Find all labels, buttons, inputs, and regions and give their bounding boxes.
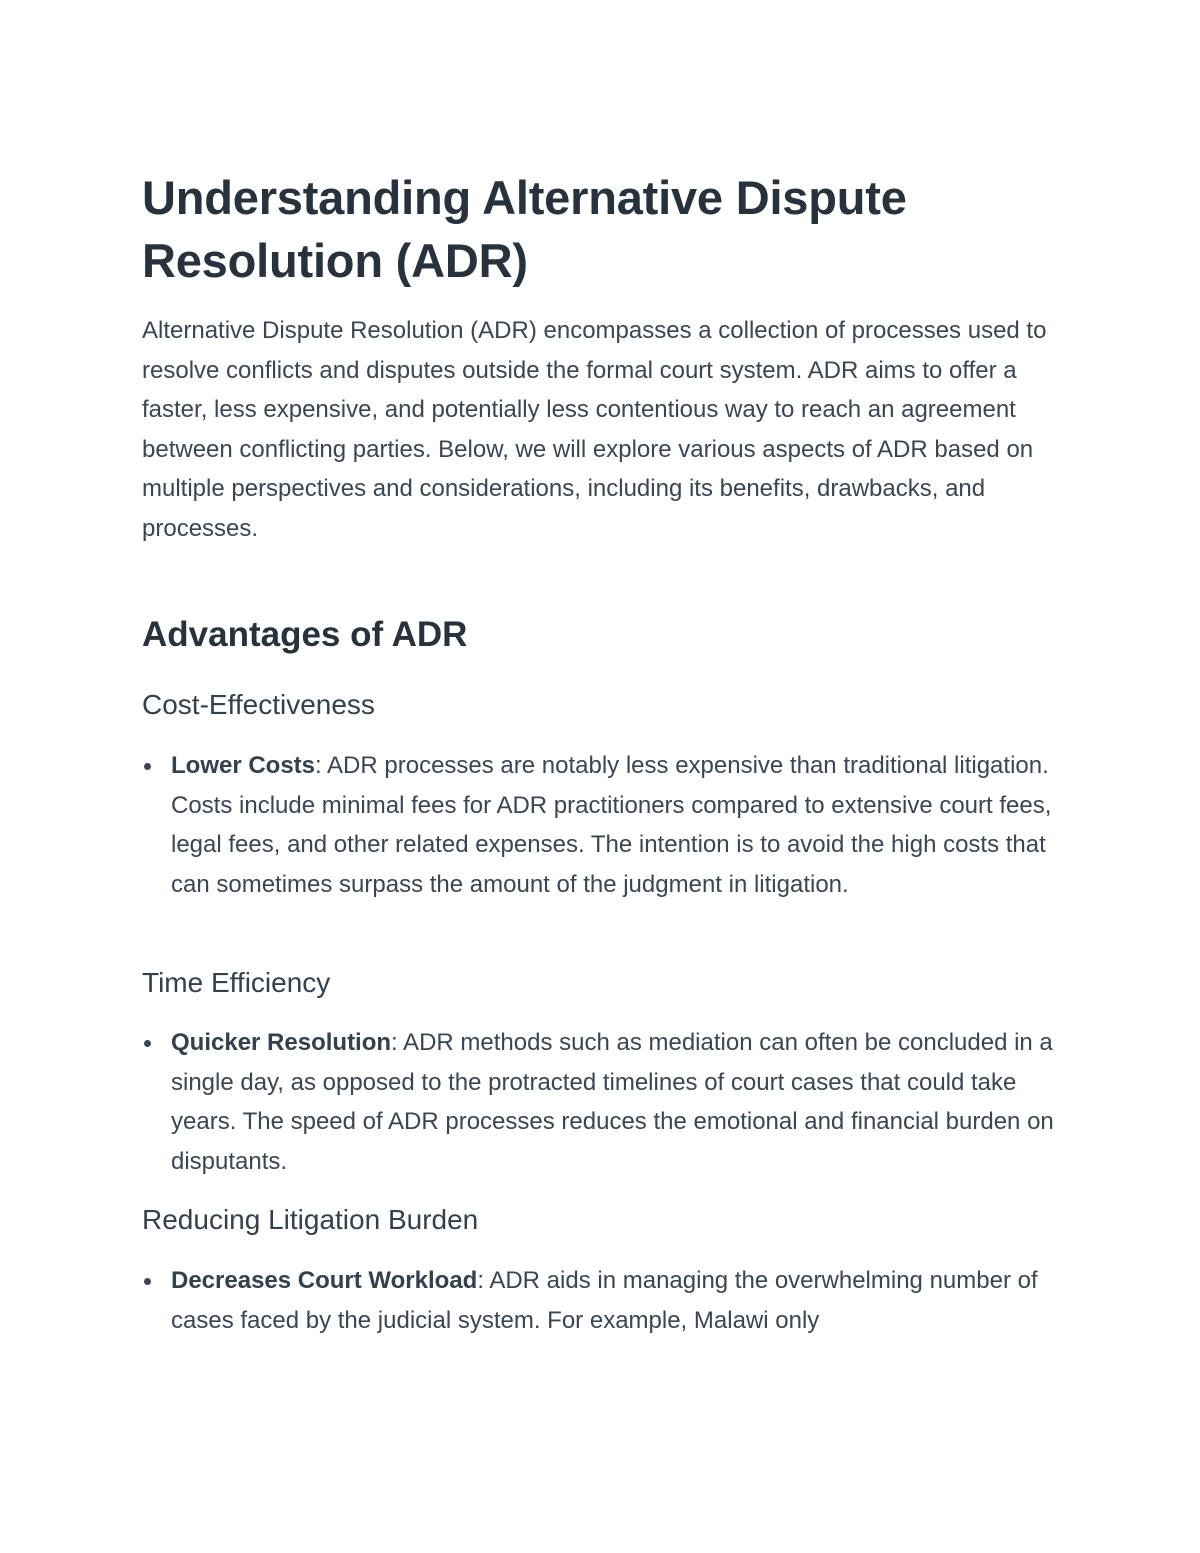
list-item-text: : ADR aids in managing the overwhelming number of cases faced by the judicial system. For example, Malawi only xyxy=(171,1267,1038,1334)
section-heading-cost-effectiveness: Cost-Effectiveness xyxy=(142,689,375,720)
list-item-text: : ADR methods such as mediation can often be concluded in a single day, as opposed to the protracted timelines of court cases that could take years. The speed of ADR processes reduces the emotional and financial burden on disputants. xyxy=(171,1029,1054,1176)
time-efficiency-list xyxy=(142,1023,1057,1182)
intro-paragraph: Alternative Dispute Resolution (ADR) encompasses a collection of processes used to resolve conflicts and disputes outside the formal court system. ADR aims to offer a faster, less expensive, and potentially less contentious way to reach an agreement between conflicting parties. Below, we will explore various aspects of ADR based on multiple perspectives and considerations, including its benefits, drawbacks, and processes. xyxy=(142,317,1047,542)
list-item xyxy=(142,746,1057,905)
list-item xyxy=(142,1261,1057,1340)
list-item-term: Decreases Court Workload xyxy=(171,1267,478,1294)
list-item xyxy=(142,1023,1057,1182)
bullet-icon xyxy=(144,763,151,770)
section-heading-reducing-litigation-burden: Reducing Litigation Burden xyxy=(142,1204,479,1235)
list-item-text: : ADR processes are notably less expensive than traditional litigation. Costs include minimal fees for ADR practitioners compared to extensive court fees, legal fees, and other related expenses. The intention is to avoid the high costs that can sometimes surpass the amount of the judgment in litigation. xyxy=(171,752,1052,899)
reducing-litigation-burden-list xyxy=(142,1261,1057,1340)
section-heading-time-efficiency: Time Efficiency xyxy=(142,967,331,998)
cost-effectiveness-list xyxy=(142,746,1057,905)
page-title: Understanding Alternative Dispute Resolution (ADR) xyxy=(142,171,907,287)
bullet-icon xyxy=(144,1278,151,1285)
list-item-term: Lower Costs xyxy=(171,752,316,779)
bullet-icon xyxy=(144,1040,151,1047)
list-item-term: Quicker Resolution xyxy=(171,1029,392,1056)
advantages-heading: Advantages of ADR xyxy=(142,615,468,654)
